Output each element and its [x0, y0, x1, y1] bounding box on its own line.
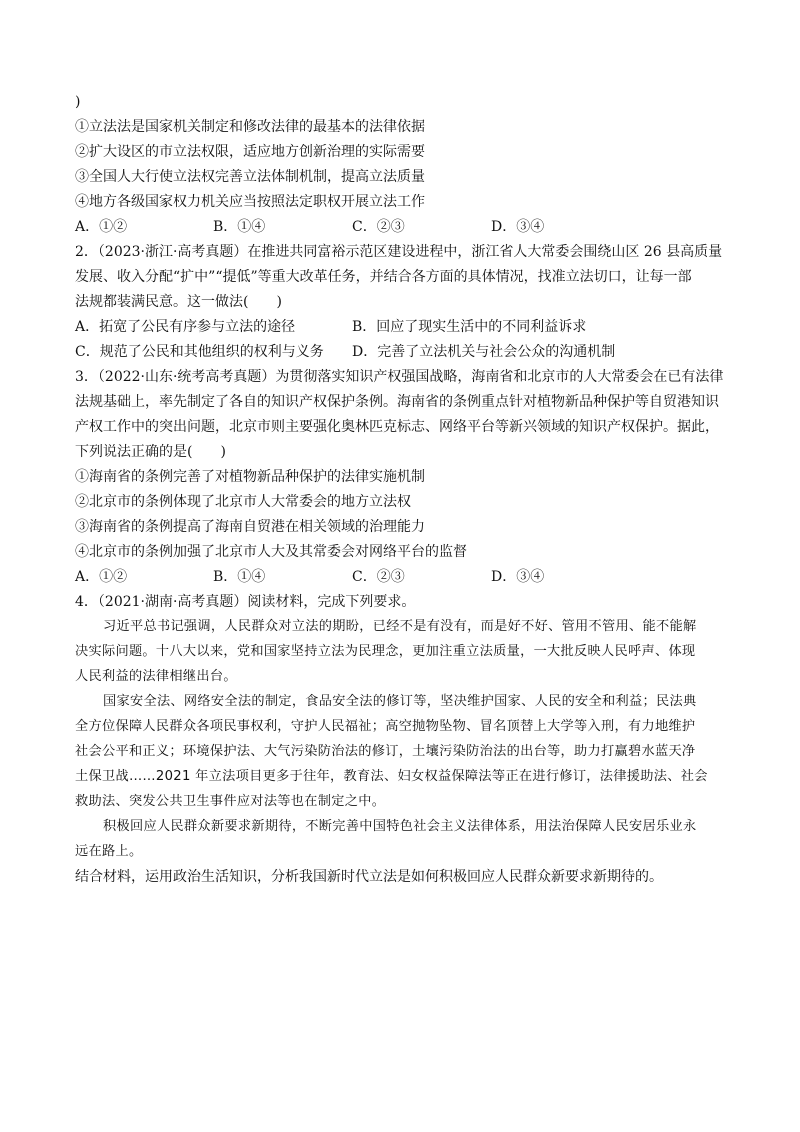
q3-statement-3: ③海南省的条例提高了海南自贸港在相关领域的治理能力 — [75, 519, 425, 535]
q3-statement-4: ④北京市的条例加强了北京市人大及其常委会对网络平台的监督 — [75, 544, 467, 560]
q3-stem-line-4: 下列说法正确的是( ) — [75, 444, 226, 460]
q2-option-b[interactable]: B．回应了现实生活中的不同利益诉求 — [352, 319, 587, 335]
q1-closing-paren: ) — [75, 94, 81, 110]
q3-stem-line-2: 法规基础上，率先制定了各自的知识产权保护条例。海南省的条例重点针对植物新品种保护等自贸港知识 — [75, 394, 719, 410]
q2-option-a[interactable]: A．拓宽了公民有序参与立法的途径 — [75, 319, 296, 335]
q4-material-line-2: 决实际问题。十八大以来，党和国家坚持立法为民理念，更加注重立法质量，一大批反映人民呼声、体现 — [75, 644, 696, 659]
q4-material-line-1: 习近平总书记强调，人民群众对立法的期盼，已经不是有没有，而是好不好、管用不管用、能不能解 — [103, 619, 697, 634]
q3-stem-line-1: 3．（2022·山东·统考高考真题）为贯彻落实知识产权强国战略，海南省和北京市的人大常委会在已有法律 — [75, 369, 724, 385]
q4-material-line-7: 土保卫战……2021 年立法项目更多于往年，教育法、妇女权益保障法等正在进行修订，法律援助法、社会 — [75, 769, 708, 784]
q4-material-line-9: 积极回应人民群众新要求新期待，不断完善中国特色社会主义法律体系，用法治保障人民安居乐业永 — [103, 819, 697, 834]
q1-option-c[interactable]: C．②③ — [352, 219, 405, 235]
q2-stem-line-3: 法规都装满民意。这一做法( ) — [75, 294, 282, 310]
q3-statement-1: ①海南省的条例完善了对植物新品种保护的法律实施机制 — [75, 469, 425, 485]
q1-statement-2: ②扩大设区的市立法权限，适应地方创新治理的实际需要 — [75, 144, 425, 160]
q1-statement-3: ③全国人大行使立法权完善立法体制机制，提高立法质量 — [75, 169, 425, 185]
q4-material-line-5: 全方位保障人民群众各项民事权利，守护人民福祉；高空抛物坠物、冒名顶替上大学等入刑，有力地维护 — [75, 719, 696, 734]
q3-option-c[interactable]: C．②③ — [352, 569, 405, 585]
q4-stem: 4．（2021·湖南·高考真题）阅读材料，完成下列要求。 — [75, 594, 416, 610]
q4-material-line-3: 人民利益的法律相继出台。 — [75, 669, 237, 684]
q3-statement-2: ②北京市的条例体现了北京市人大常委会的地方立法权 — [75, 494, 411, 510]
q4-material-line-4: 国家安全法、网络安全法的制定，食品安全法的修订等，坚决维护国家、人民的安全和利益；民法典 — [103, 694, 697, 709]
q4-question: 结合材料，运用政治生活知识，分析我国新时代立法是如何积极回应人民群众新要求新期待的。 — [75, 869, 663, 885]
q3-option-d[interactable]: D．③④ — [491, 569, 545, 585]
q2-option-d[interactable]: D．完善了立法机关与社会公众的沟通机制 — [352, 344, 616, 360]
q1-option-a[interactable]: A．①② — [75, 219, 128, 235]
q2-stem-line-2: 发展、收入分配“扩中”“提低”等重大改革任务，并结合各方面的具体情况，找准立法切口，让每一部 — [75, 269, 692, 285]
q2-option-c[interactable]: C．规范了公民和其他组织的权利与义务 — [75, 344, 324, 360]
q1-statement-4: ④地方各级国家权力机关应当按照法定职权开展立法工作 — [75, 194, 425, 210]
q2-stem-line-1: 2．（2023·浙江·高考真题）在推进共同富裕示范区建设进程中，浙江省人大常委会围绕山区 26 县高质量 — [75, 244, 723, 260]
q4-material-line-6: 社会公平和正义；环境保护法、大气污染防治法的修订，土壤污染防治法的出台等，助力打赢碧水蓝天净 — [75, 744, 696, 759]
q1-option-b[interactable]: B．①④ — [213, 219, 266, 235]
q4-material-line-8: 救助法、突发公共卫生事件应对法等也在制定之中。 — [75, 794, 386, 809]
q4-material-line-10: 远在路上。 — [75, 844, 143, 859]
q3-option-b[interactable]: B．①④ — [213, 569, 266, 585]
q1-option-d[interactable]: D．③④ — [491, 219, 545, 235]
q3-option-a[interactable]: A．①② — [75, 569, 128, 585]
q3-stem-line-3: 产权工作中的突出问题，北京市则主要强化奥林匹克标志、网络平台等新兴领域的知识产权保护。据此， — [75, 419, 719, 435]
q1-statement-1: ①立法法是国家机关制定和修改法律的最基本的法律依据 — [75, 119, 425, 135]
